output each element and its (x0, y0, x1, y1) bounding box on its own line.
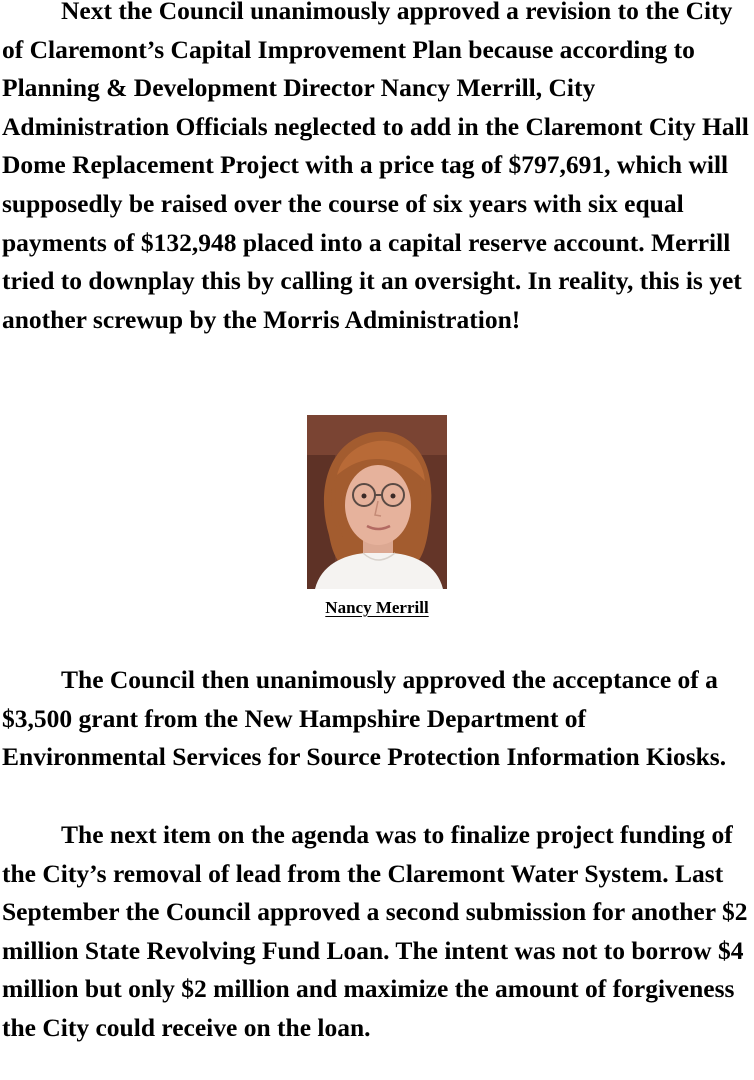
photo-caption: Nancy Merrill (325, 598, 429, 617)
article-paragraph-1: Next the Council unanimously approved a revision to the City of Claremont’s Capital Improvement Plan because according to Planning & Development Director Nancy Merrill, City Administration Officials neglected to add in the Claremont City Hall Dome Replacement Project with a price tag of $797,691, which will supposedly be raised over the course of six years with six equal payments of $132,948 placed into a capital reserve account. Merrill tried to downplay this by calling it an oversight. In reality, this is yet another screwup by the Morris Administration! (2, 0, 749, 334)
nancy-merrill-photo (307, 415, 447, 589)
photo-face (345, 465, 411, 545)
article-paragraph-3: The next item on the agenda was to finalize project funding of the City’s removal of lead from the Claremont Water System. Last September the Council approved a second submission for another $2 million State Revolving Fund Loan. The intent was not to borrow $4 million but only $2 million and maximize the amount of forgiveness the City could receive on the loan. (2, 820, 748, 1042)
article-paragraph-2: The Council then unanimously approved the acceptance of a $3,500 grant from the New Hampshire Department of Environmental Services for Source Protection Information Kiosks. (2, 665, 727, 772)
